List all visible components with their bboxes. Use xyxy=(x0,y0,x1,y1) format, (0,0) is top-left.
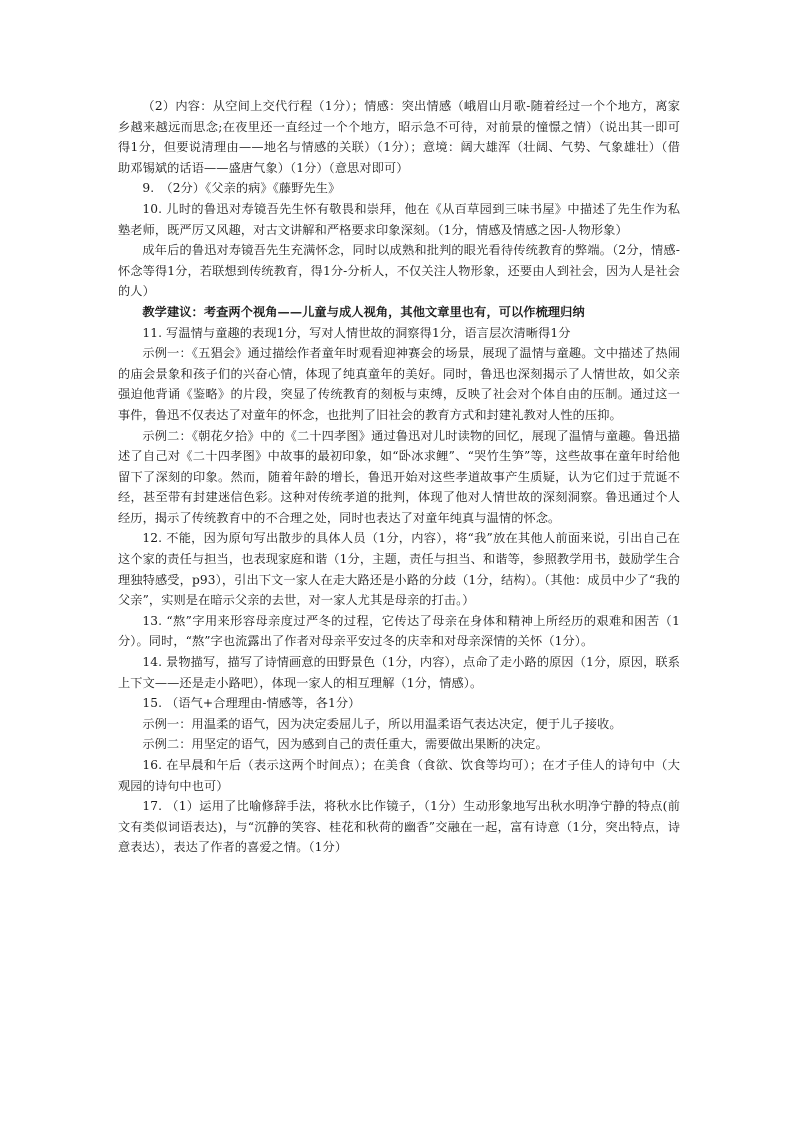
answer-9: 9. （2分）《父亲的病》《藤野先生》 xyxy=(142,181,341,196)
teaching-suggestion: 教学建议：考查两个视角——儿童与成人视角，其他文章里也有，可以作梳理归纳 xyxy=(142,304,585,319)
answer-10-adulthood: 成年后的鲁迅对寿镜吾先生充满怀念，同时以成熟和批判的眼光看待传统教育的弊端。（2分，情感-怀念等得1分，若联想到传统教育，得1分-分析人，不仅关注人物形象，还要由人到社会，因为人是社会的人） xyxy=(118,243,680,299)
answer-15-criteria: 15. （语气+合理理由-情感等，各1分） xyxy=(142,696,361,711)
answer-16: 16. 在早晨和午后（表示这两个时间点）；在美食（食欲、饮食等均可）；在才子佳人的诗句中（大观园的诗句中也可） xyxy=(118,758,680,793)
answer-15-example-2: 示例二：用坚定的语气，因为感到自己的责任重大，需要做出果断的决定。 xyxy=(142,737,548,752)
answer-14: 14. 景物描写，描写了诗情画意的田野景色（1分，内容），点命了走小路的原因（1分，原因，联系上下文——还是走小路吧），体现一家人的相互理解（1分，情感）。 xyxy=(118,655,680,690)
answer-11-criteria: 11. 写温情与童趣的表现1分，写对人情世故的洞察得1分，语言层次清晰得1分 xyxy=(142,325,571,340)
answer-11-example-2: 示例二：《朝花夕拾》中的《二十四孝图》通过鲁迅对儿时读物的回忆，展现了温情与童趣。鲁迅描述了自己对《二十四孝图》中故事的最初印象，如“卧冰求鲤”、“哭竹生笋”等，这些故事在童年时给他留下了深刻的印象。然而，随着年龄的增长，鲁迅开始对这些孝道故事产生质疑，认为它们过于荒诞不经，甚至带有封建迷信色彩。这种对传统孝道的批判，体现了他对人情世故的深刻洞察。鲁迅通过个人经历，揭示了传统教育中的不合理之处，同时也表达了对童年纯真与温情的怀念。 xyxy=(118,428,680,525)
answer-10-childhood: 10. 儿时的鲁迅对寿镜吾先生怀有敬畏和崇拜，他在《从百草园到三味书屋》中描述了先生作为私塾老师，既严厉又风趣，对古文讲解和严格要求印象深刻。（1分，情感及情感之因-人物形象） xyxy=(118,201,680,237)
answer-12: 12. 不能，因为原句写出散步的具体人员（1分，内容），将“我”放在其他人前面来说，引出自己在这个家的责任与担当，也表现家庭和谐（1分，主题，责任与担当、和谐等，参照教学用书，鼓励学生合理独特感受，p93），引出下文一家人在走大路还是小路的分歧（1分，结构）。（其他：成员中少了“我的父亲”，实则是在暗示父亲的去世，对一家人尤其是母亲的打击。） xyxy=(118,531,680,608)
answer-11-example-1: 示例一：《五猖会》通过描绘作者童年时观看迎神赛会的场景，展现了温情与童趣。文中描述了热闹的庙会景象和孩子们的兴奋心情，体现了纯真童年的美好。同时，鲁迅也深刻揭示了人情世故，如父亲强迫他背诵《鉴略》的片段，突显了传统教育的刻板与束缚，反映了社会对个体自由的压制。通过这一事件，鲁迅不仅表达了对童年的怀念，也批判了旧社会的教育方式和封建礼教对人性的压抑。 xyxy=(118,346,680,422)
answer-17: 17. （1）运用了比喻修辞手法，将秋水比作镜子，（1分）生动形象地写出秋水明净宁静的特点(前文有类似词语表达)，与“沉静的笑容、桂花和秋荷的幽香”交融在一起，富有诗意（1分，突出特点，诗意表达），表达了作者的喜爱之情。（1分） xyxy=(118,799,680,855)
answer-key-page xyxy=(118,96,680,858)
answer-8-part-2: （2）内容：从空间上交代行程（1分）；情感：突出情感（峨眉山月歌-随着经过一个个地方，离家乡越来越远而思念;在夜里还一直经过一个个地方，昭示急不可待，对前景的憧憬之情）（说出其一即可得1分，但要说清理由——地名与情感的关联）（1分）；意境：阔大雄浑（壮阔、气势、气象雄壮）（借助邓锡斌的话语——盛唐气象）（1分）（意思对即可） xyxy=(118,99,680,175)
answer-15-example-1: 示例一：用温柔的语气，因为决定委屈儿子，所以用温柔语气表达决定，便于儿子接收。 xyxy=(142,716,622,731)
answer-13: 13. “熬”字用来形容母亲度过严冬的过程，它传达了母亲在身体和精神上所经历的艰难和困苦（1分）。同时，“熬”字也流露出了作者对母亲平安过冬的庆幸和对母亲深情的关怀（1分）。 xyxy=(118,613,680,649)
